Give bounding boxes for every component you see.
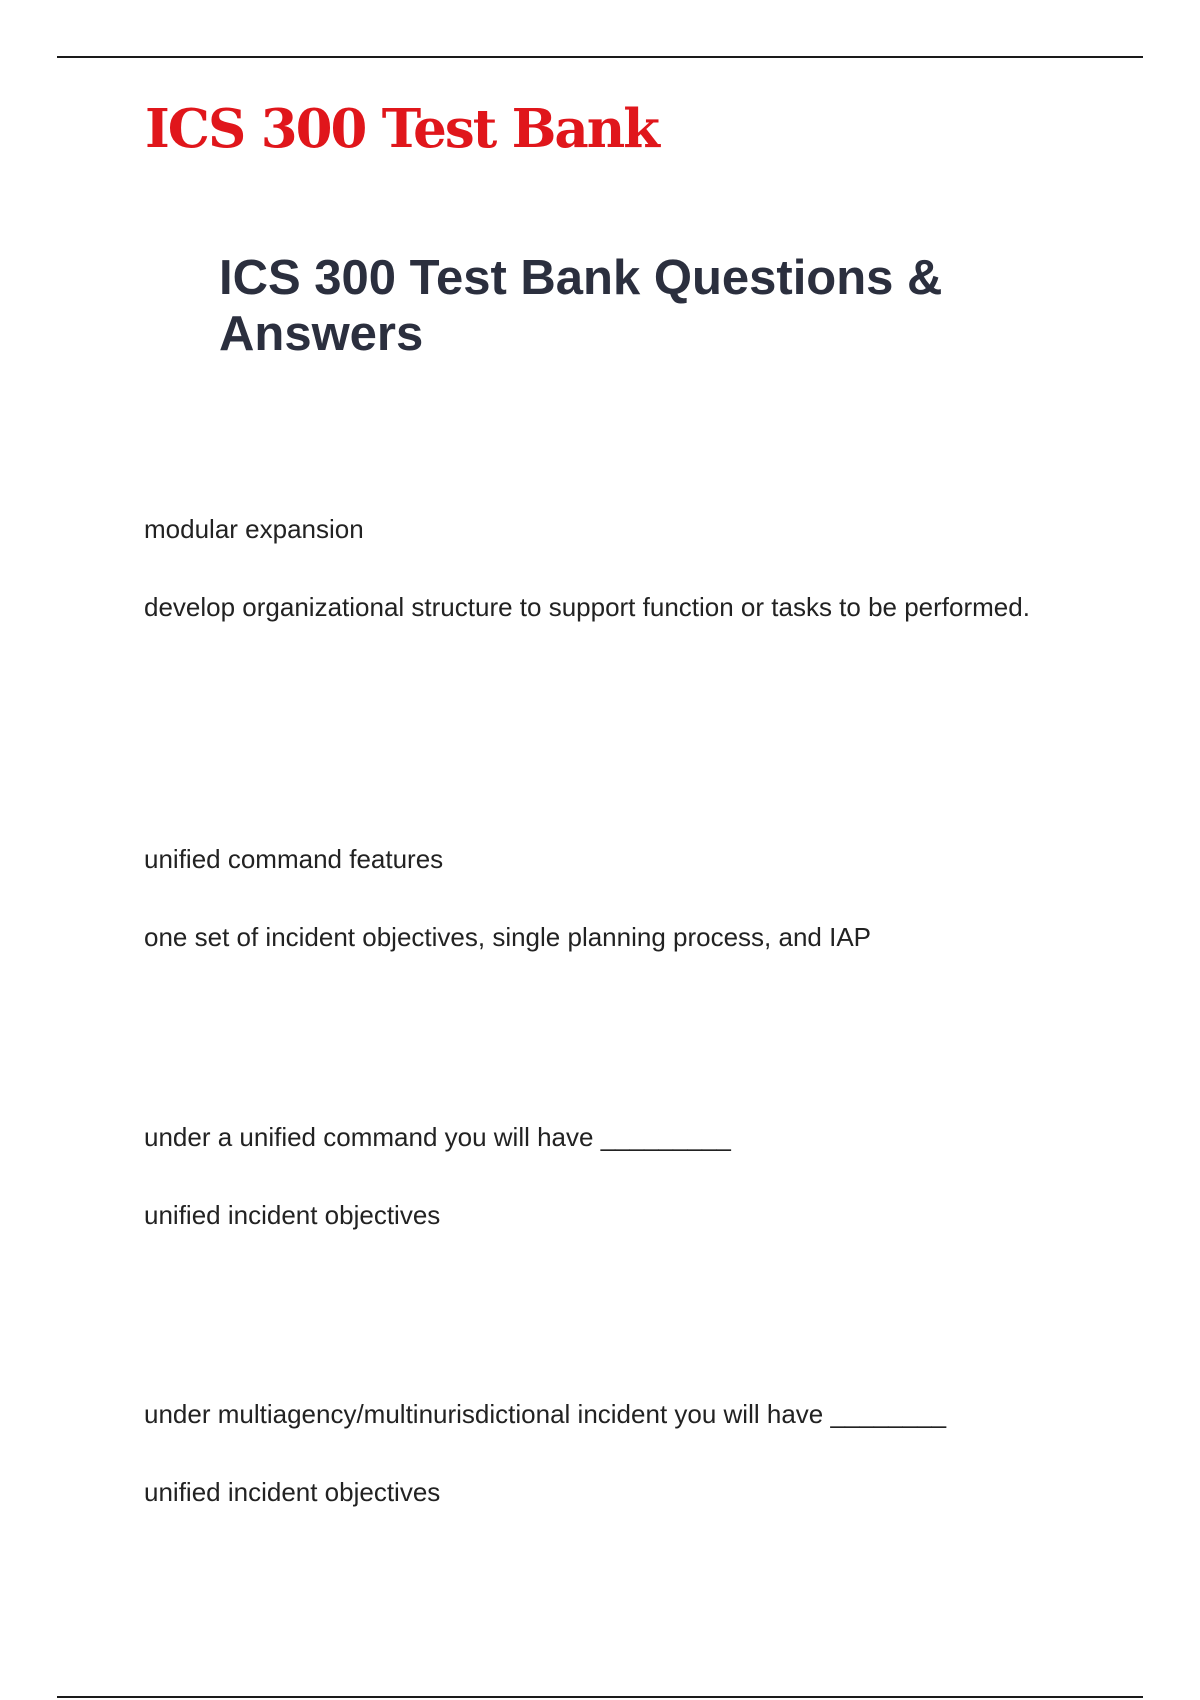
question-term: under multiagency/multinurisdictional incident you will have ________ [144,1399,947,1429]
answer-definition: develop organizational structure to support function or tasks to be performed. [144,592,1030,622]
brand-logo-text: ICS 300 Test Bank [145,98,659,160]
question-term: unified command features [144,844,444,874]
qa-card [144,843,1044,963]
bottom-rule [57,1696,1143,1698]
answer-definition: unified incident objectives [144,1200,441,1230]
qa-card [144,1121,1044,1241]
page-title: ICS 300 Test Bank Questions & Answers [219,251,943,361]
qa-card [144,1398,1044,1518]
question-term: modular expansion [144,514,364,544]
qa-card [144,513,1044,633]
answer-definition: unified incident objectives [144,1477,441,1507]
answer-definition: one set of incident objectives, single planning process, and IAP [144,922,872,952]
question-term: under a unified command you will have _________ [144,1122,731,1152]
top-rule [57,56,1143,58]
